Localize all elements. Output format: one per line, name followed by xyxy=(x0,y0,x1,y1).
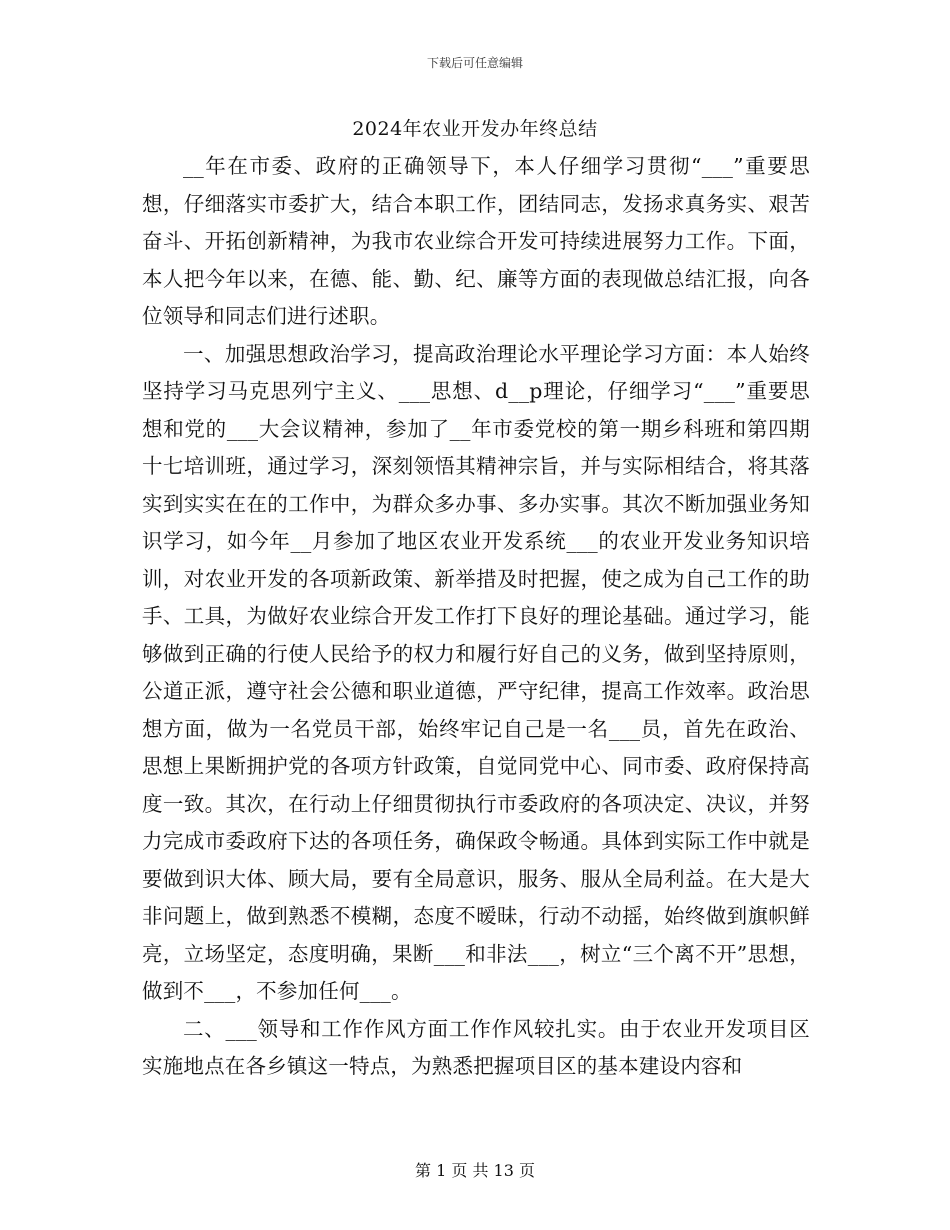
page-number-footer: 第 1 页 共 13 页 xyxy=(415,1161,535,1180)
paragraph-intro: __年在市委、政府的正确领导下，本人仔细学习贯彻“___”重要思想，仔细落实市委扩大，结合本职工作，团结同志，发扬求真务实、艰苦奋斗、开拓创新精神，为我市农业综合开发可持续进展努力工作。下面，本人把今年以来，在德、能、勤、纪、廉等方面的表现做总结汇报，向各位领导和同志们进行述职。 xyxy=(142,154,810,328)
document-title: 2024年农业开发办年终总结 xyxy=(352,118,598,140)
page-header-note: 下载后可任意编辑 xyxy=(426,56,523,70)
paragraph-section-1: 一、加强思想政治学习，提高政治理论水平理论学习方面：本人始终坚持学习马克思列宁主义、___思想、d__p理论，仔细学习“___”重要思想和党的___大会议精神，参加了__年市委党校的第一期乡科班和第四期十七培训班，通过学习，深刻领悟其精神宗旨，并与实际相结合，将其落实到实实在在的工作中，为群众多办事、多办实事。其次不断加强业务知识学习，如今年__月参加了地区农业开发系统___的农业开发业务知识培训，对农业开发的各项新政策、新举措及时把握，使之成为自己工作的助手、工具，为做好农业综合开发工作打下良好的理论基础。通过学习，能够做到正确的行使人民给予的权力和履行好自己的义务，做到坚持原则，公道正派，遵守社会公德和职业道德，严守纪律，提高工作效率。政治思想方面，做为一名党员干部，始终牢记自己是一名___员，首先在政治、思想上果断拥护党的各项方针政策，自觉同党中心、同市委、政府保持高度一致。其次，在行动上仔细贯彻执行市委政府的各项决定、决议，并努力完成市委政府下达的各项任务，确保政令畅通。具体到实际工作中就是要做到识大体、顾大局，要有全局意识，服务、服从全局利益。在大是大非问题上，做到熟悉不模糊，态度不暧昧，行动不动摇，始终做到旗帜鲜亮，立场坚定，态度明确，果断___和非法___，树立“三个离不开”思想，做到不___，不参加任何___。 xyxy=(142,341,810,1003)
document-body xyxy=(142,148,810,1086)
paragraph-section-2: 二、___领导和工作作风方面工作作风较扎实。由于农业开发项目区实施地点在各乡镇这一特点，为熟悉把握项目区的基本建设内容和 xyxy=(142,1016,810,1078)
